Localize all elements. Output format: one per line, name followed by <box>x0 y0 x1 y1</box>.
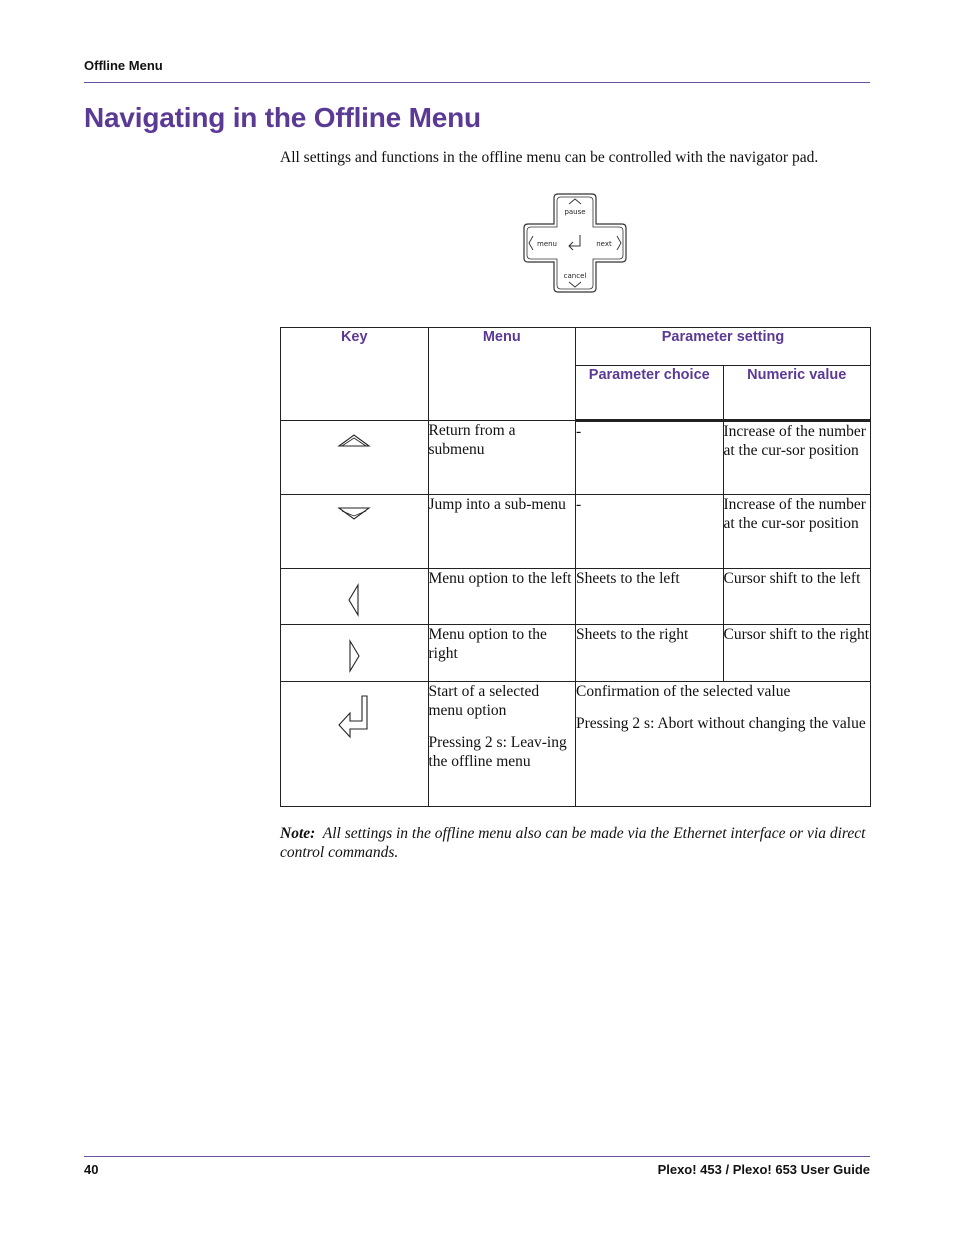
row-setting-text: Confirmation of the selected value <box>576 683 791 700</box>
note-text: All settings in the offline menu also can be made via the Ethernet interface or via direct control commands. <box>280 825 866 861</box>
row-choice-text: Sheets to the left <box>576 569 724 625</box>
note-label: Note: <box>280 825 316 842</box>
row-choice-text: - <box>576 421 724 495</box>
row-numeric-text: Cursor shift to the left <box>723 569 871 625</box>
row-numeric-text: Increase of the number at the cur-sor position <box>723 495 871 569</box>
table-row <box>281 682 871 807</box>
down-arrow-icon <box>337 504 371 524</box>
running-header: Offline Menu <box>84 58 163 73</box>
note-paragraph <box>280 824 872 862</box>
page-title: Navigating in the Offline Menu <box>84 102 481 133</box>
row-choice-text: Sheets to the right <box>576 625 724 682</box>
navigator-pad-icon <box>520 190 630 296</box>
row-menu-text: Jump into a sub-menu <box>428 495 576 569</box>
row-choice-text: - <box>576 495 724 569</box>
col-header-numeric-value: Numeric value <box>723 366 871 421</box>
row-menu-text: Return from a submenu <box>428 421 576 495</box>
row-menu-text: Menu option to the left <box>428 569 576 625</box>
table-row <box>281 495 871 569</box>
pad-label-down: cancel <box>563 272 587 280</box>
row-menu-text: Start of a selected menu option <box>428 683 540 719</box>
pad-label-up: pause <box>564 208 586 216</box>
table-row <box>281 625 871 682</box>
key-function-table <box>280 327 871 807</box>
row-setting-text-secondary: Pressing 2 s: Abort without changing the value <box>576 715 866 732</box>
guide-title: Plexo! 453 / Plexo! 653 User Guide <box>657 1162 870 1177</box>
left-arrow-icon <box>346 583 362 617</box>
table-row <box>281 421 871 495</box>
row-numeric-text: Cursor shift to the right <box>723 625 871 682</box>
col-header-menu: Menu <box>428 328 576 421</box>
up-arrow-icon <box>337 430 371 450</box>
footer-rule <box>84 1156 870 1157</box>
row-numeric-text: Increase of the number at the cur-sor position <box>723 421 871 495</box>
enter-icon <box>336 694 372 742</box>
col-header-parameter-setting: Parameter setting <box>576 328 871 366</box>
right-arrow-icon <box>346 639 362 673</box>
pad-label-left: menu <box>537 240 557 248</box>
intro-paragraph: All settings and functions in the offline menu can be controlled with the navigator pad. <box>280 149 819 166</box>
row-menu-text-secondary: Pressing 2 s: Leav-ing the offline menu <box>428 734 567 770</box>
table-row <box>281 569 871 625</box>
col-header-parameter-choice: Parameter choice <box>576 366 724 421</box>
pad-label-right: next <box>596 240 612 248</box>
row-menu-text: Menu option to the right <box>428 625 576 682</box>
header-rule <box>84 82 870 83</box>
col-header-key: Key <box>281 328 429 421</box>
page-number: 40 <box>84 1162 99 1177</box>
